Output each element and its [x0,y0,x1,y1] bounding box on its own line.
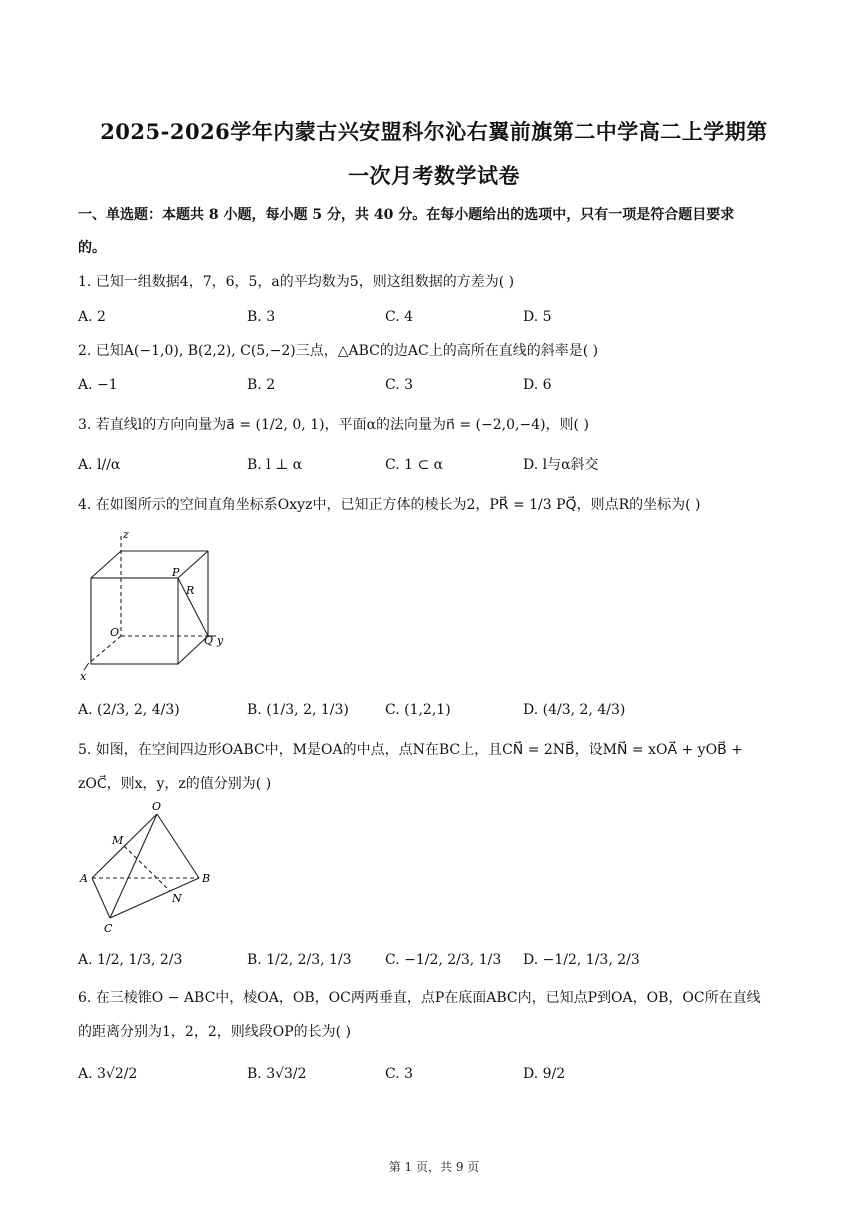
fig4-label-o: O [110,626,120,639]
fig5-label-n: N [172,892,182,905]
question-5-stem-cont: zOC⃗，则x，y，z的值分别为( ) [78,776,272,792]
question-2-stem: 2. 已知A(−1,0), B(2,2), C(5,−2)三点，△ABC的边AC上的高所在直线的斜率是( ) [78,343,599,359]
question-5-stem: 5. 如图，在空间四边形OABC中，M是OA的中点，点N在BC上，且CN⃗ = 2NB⃗，设MN⃗ = xOA⃗ + yOB⃗ + [78,742,743,758]
q2-option-d[interactable]: D. 6 [523,377,552,393]
question-4-stem: 4. 在如图所示的空间直角坐标系Oxyz中，已知正方体的棱长为2，PR⃗ = 1/3 PQ⃗，则点R的坐标为( ) [78,497,701,513]
q3-option-a[interactable]: A. l//α [78,457,121,473]
q6-option-b[interactable]: B. 3√3/2 [247,1066,307,1082]
q1-option-c[interactable]: C. 4 [385,309,414,325]
fig4-label-r: R [186,584,195,597]
q5-option-b[interactable]: B. 1/2, 2/3, 1/3 [247,952,352,968]
question-3-stem: 3. 若直线l的方向向量为a⃗ = (1/2, 0, 1)，平面α的法向量为n⃗ = (−2,0,−4)，则( ) [78,417,589,433]
fig4-label-y: y [217,634,224,647]
section-heading: 一、单选题：本题共 8 小题，每小题 5 分，共 40 分。在每小题给出的选项中，只有一项是符合题目要求 [78,207,735,223]
fig5-label-m: M [112,834,124,847]
q4-option-d[interactable]: D. (4/3, 2, 4/3) [523,702,626,718]
exam-title-line2: 一次月考数学试卷 [348,163,520,188]
q4-option-b[interactable]: B. (1/3, 2, 1/3) [247,702,349,718]
fig4-label-p: P [172,566,180,579]
question-6-stem: 6. 在三棱锥O − ABC中，棱OA，OB，OC两两垂直，点P在底面ABC内，已知点P到OA，OB，OC所在直线 [78,990,761,1006]
fig5-label-a: A [80,872,88,885]
question-6-stem-cont: 的距离分别为1，2，2，则线段OP的长为( ) [78,1024,351,1040]
exam-title-line1: 2025-2026学年内蒙古兴安盟科尔沁右翼前旗第二中学高二上学期第 [100,119,768,144]
fig5-label-b: B [202,872,211,885]
q1-option-b[interactable]: B. 3 [247,309,276,325]
fig5-label-o: O [152,800,162,813]
q2-option-a[interactable]: A. −1 [78,377,118,393]
question-1-stem: 1. 已知一组数据4，7，6，5，a的平均数为5，则这组数据的方差为( ) [78,274,515,290]
q3-option-d[interactable]: D. l与α斜交 [523,457,599,473]
q4-cube-figure [76,526,236,686]
q4-option-a[interactable]: A. (2/3, 2, 4/3) [78,702,180,718]
fig4-label-q: Q [204,634,214,647]
q6-option-d[interactable]: D. 9/2 [523,1066,566,1082]
q3-option-c[interactable]: C. 1 ⊂ α [385,457,444,473]
q4-option-c[interactable]: C. (1,2,1) [385,702,451,718]
section-heading-cont: 的。 [78,240,106,256]
q6-option-c[interactable]: C. 3 [385,1066,414,1082]
fig5-label-c: C [104,922,113,935]
q5-tetrahedron-figure [74,798,224,936]
q3-option-b[interactable]: B. l ⊥ α [247,457,303,473]
q1-option-a[interactable]: A. 2 [78,309,106,325]
q2-option-c[interactable]: C. 3 [385,377,414,393]
q5-option-c[interactable]: C. −1/2, 2/3, 1/3 [385,952,502,968]
q5-option-d[interactable]: D. −1/2, 1/3, 2/3 [523,952,640,968]
q1-option-d[interactable]: D. 5 [523,309,552,325]
fig4-label-x: x [80,670,87,683]
q5-option-a[interactable]: A. 1/2, 1/3, 2/3 [78,952,183,968]
q6-option-a[interactable]: A. 3√2/2 [78,1066,138,1082]
page-footer: 第 1 页，共 9 页 [388,1160,480,1174]
q2-option-b[interactable]: B. 2 [247,377,276,393]
fig4-label-z: z [123,528,129,541]
